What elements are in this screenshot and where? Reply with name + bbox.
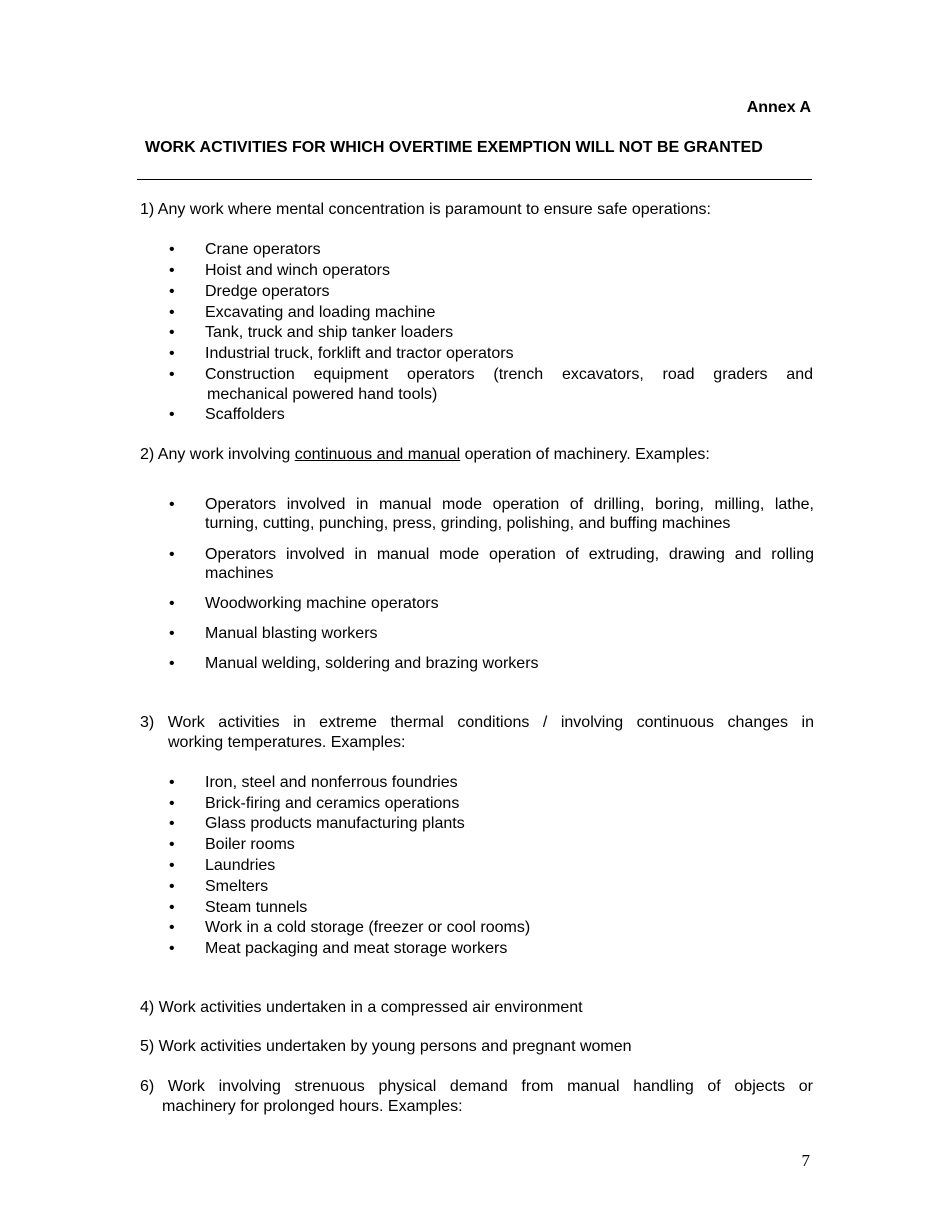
bullet-icon: •: [169, 283, 175, 300]
list-item: Glass products manufacturing plants: [205, 815, 465, 832]
bullet-icon: •: [169, 919, 175, 936]
list-item-continuation: turning, cutting, punching, press, grinding, polishing, and buffing machines: [205, 515, 731, 532]
list-item: Construction equipment operators (trench excavators, road graders and: [205, 366, 813, 383]
list-item: Dredge operators: [205, 283, 330, 300]
section-3-heading-continuation: working temperatures. Examples:: [168, 734, 406, 751]
bullet-icon: •: [169, 304, 175, 321]
list-item: Tank, truck and ship tanker loaders: [205, 324, 454, 341]
list-item: Industrial truck, forklift and tractor operators: [205, 345, 514, 362]
annex-label: Annex A: [746, 99, 811, 116]
page-number: 7: [801, 1151, 810, 1170]
bullet-icon: •: [169, 940, 175, 957]
list-item: Steam tunnels: [205, 899, 308, 916]
bullet-icon: •: [169, 406, 175, 423]
section-4-text: 4) Work activities undertaken in a compressed air environment: [140, 999, 583, 1016]
section-2-heading: [140, 445, 710, 465]
bullet-icon: •: [169, 836, 175, 853]
bullet-icon: •: [169, 795, 175, 812]
page-title: WORK ACTIVITIES FOR WHICH OVERTIME EXEMPTION WILL NOT BE GRANTED: [145, 139, 763, 156]
bullet-icon: •: [169, 366, 175, 383]
section-2-prefix: 2) Any work involving: [140, 446, 295, 463]
bullet-icon: •: [169, 655, 175, 672]
bullet-icon: •: [169, 815, 175, 832]
list-item-continuation: mechanical powered hand tools): [207, 386, 438, 403]
list-item: Excavating and loading machine: [205, 304, 436, 321]
list-item: Manual blasting workers: [205, 625, 378, 642]
bullet-icon: •: [169, 857, 175, 874]
list-item: Meat packaging and meat storage workers: [205, 940, 508, 957]
list-item: Laundries: [205, 857, 276, 874]
section-3-heading: 3) Work activities in extreme thermal conditions / involving continuous changes in: [140, 714, 814, 731]
bullet-icon: •: [169, 595, 175, 612]
bullet-icon: •: [169, 496, 175, 513]
list-item-continuation: machines: [205, 565, 274, 582]
list-item: Iron, steel and nonferrous foundries: [205, 774, 458, 791]
list-item: Boiler rooms: [205, 836, 295, 853]
list-item: Brick-firing and ceramics operations: [205, 795, 460, 812]
bullet-icon: •: [169, 345, 175, 362]
section-6-text-continuation: machinery for prolonged hours. Examples:: [162, 1098, 463, 1115]
list-item: Operators involved in manual mode operation of extruding, drawing and rolling: [205, 546, 814, 563]
section-6-text: 6) Work involving strenuous physical demand from manual handling of objects or: [140, 1078, 813, 1095]
list-item: Operators involved in manual mode operation of drilling, boring, milling, lathe,: [205, 496, 814, 513]
list-item: Smelters: [205, 878, 269, 895]
section-5-text: 5) Work activities undertaken by young persons and pregnant women: [140, 1038, 632, 1055]
section-2-suffix: operation of machinery. Examples:: [460, 446, 710, 463]
section-1-heading: 1) Any work where mental concentration is paramount to ensure safe operations:: [140, 201, 711, 218]
bullet-icon: •: [169, 546, 175, 563]
bullet-icon: •: [169, 774, 175, 791]
bullet-icon: •: [169, 262, 175, 279]
bullet-icon: •: [169, 899, 175, 916]
bullet-icon: •: [169, 625, 175, 642]
bullet-icon: •: [169, 241, 175, 258]
list-item: Crane operators: [205, 241, 321, 258]
bullet-icon: •: [169, 324, 175, 341]
list-item: Woodworking machine operators: [205, 595, 439, 612]
list-item: Hoist and winch operators: [205, 262, 390, 279]
bullet-icon: •: [169, 878, 175, 895]
list-item: Scaffolders: [205, 406, 285, 423]
title-divider: [137, 179, 812, 180]
list-item: Manual welding, soldering and brazing workers: [205, 655, 539, 672]
section-2-underlined: continuous and manual: [294, 446, 461, 463]
list-item: Work in a cold storage (freezer or cool rooms): [205, 919, 531, 936]
